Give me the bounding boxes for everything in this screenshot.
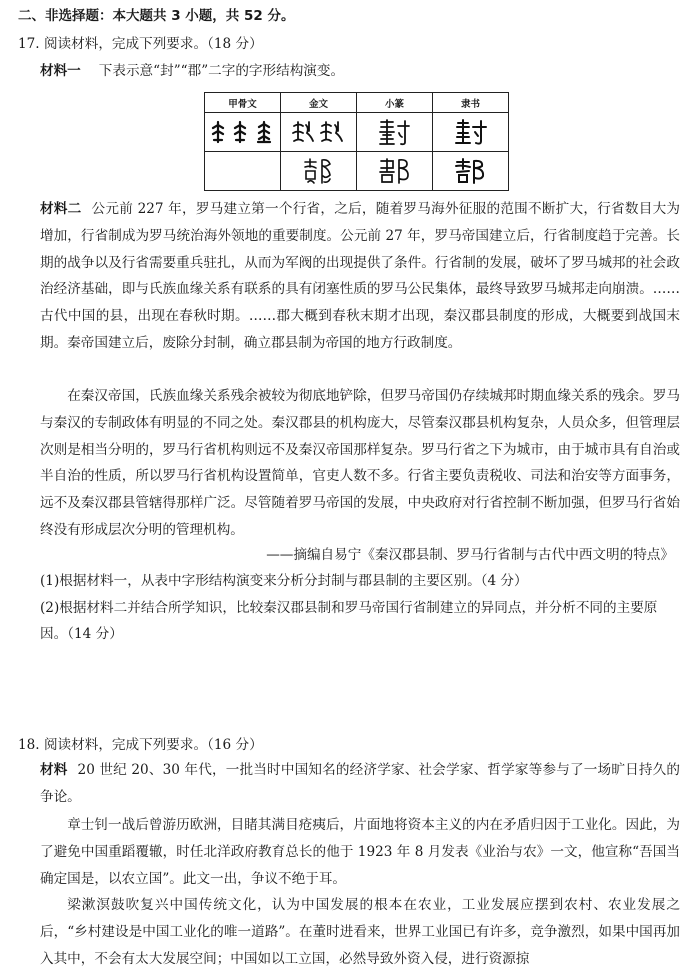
glyph-row-feng bbox=[205, 113, 509, 152]
q17-material1 bbox=[40, 61, 692, 81]
glyph-table-header-row bbox=[205, 93, 509, 113]
q18-material-p1 bbox=[40, 757, 680, 811]
material1-text: 下表示意“封”“郡”二字的字形结构演变。 bbox=[98, 63, 345, 79]
cell-bronze-jun bbox=[281, 152, 357, 191]
material1-label: 材料一 bbox=[40, 63, 81, 79]
material2-source: ——摘编自易宁《秦汉郡县制、罗马行省制与古代中西文明的特点》 bbox=[266, 547, 674, 563]
q18-material-p3: 梁漱溟鼓吹复兴中国传统文化，认为中国发展的根本在农业，工业发展应摆到农村、农业发展之后，“乡村建设是中国工业化的唯一道路”。在董时进看来，世界工业国已有许多，竞争激烈，如果中国再加入其中，不会有太大发展空间；中国如以工立国，必然导致外资入侵，进行资源掠 bbox=[40, 897, 680, 967]
q18-material-p1-text: 20 世纪 20、30 年代，一批当时中国知名的经济学家、社会学家、哲学家等参与了一场旷日持久的争论。 bbox=[40, 762, 680, 805]
material2-p1-text: 公元前 227 年，罗马建立第一个行省，之后，随着罗马海外征服的范围不断扩大，行省数目大为增加，行省制成为罗马统治海外领地的重要制度。公元前 27 年，罗马帝国建立后，行省制度趋于完善。长期的战争以及行省需要重兵驻扎，从而为军阀的出现提供了条件。行省制的发展，破坏了罗马城邦的社会政治经济基础，即与氏族血缘关系有联系的具有闭塞性质的罗马公民集体，最终导致罗马城邦走向崩溃。……古代中国的县，出现在春秋时期。……郡大概到春秋末期才出现，秦汉郡县制度的形成，大概要到战国末期。秦帝国建立后，废除分封制，确立郡县制为帝国的地方行政制度。 bbox=[40, 201, 681, 351]
cell-seal-feng bbox=[357, 113, 433, 152]
section-heading: 二、非选择题：本大题共 3 小题，共 52 分。 bbox=[18, 8, 295, 24]
glyph-row-jun bbox=[205, 152, 509, 191]
cell-seal-jun bbox=[357, 152, 433, 191]
material2-label: 材料二 bbox=[40, 201, 82, 217]
q17-title: 17. 阅读材料，完成下列要求。（18 分） bbox=[18, 36, 263, 52]
header-oracle-bone: 甲骨文 bbox=[205, 93, 281, 113]
glyph-evolution-table bbox=[204, 92, 509, 191]
q17-sub2 bbox=[40, 595, 680, 647]
header-bronze: 金文 bbox=[281, 93, 357, 113]
q18-material-label: 材料 bbox=[40, 762, 68, 778]
seal-feng-glyph-icon bbox=[378, 118, 412, 146]
q18-material-p2: 章士钊一战后曾游历欧洲，目睹其满目疮痍后，片面地将资本主义的内在矛盾归因于工业化。因此，为了避免中国重蹈覆辙，时任北洋政府教育总长的他于 1923 年 8 月发表《业治与农》一文，他宣称“吾国当确定国是，以农立国”。此文一出，争议不绝于耳。 bbox=[40, 817, 680, 887]
clerical-jun-glyph-icon bbox=[454, 157, 488, 185]
cell-oracle-feng bbox=[205, 113, 281, 152]
cell-bronze-feng bbox=[281, 113, 357, 152]
cell-clerical-jun bbox=[433, 152, 509, 191]
header-clerical: 隶书 bbox=[433, 93, 509, 113]
q17-material2-p1 bbox=[40, 196, 680, 357]
seal-jun-glyph-icon bbox=[378, 157, 412, 185]
bronze-feng-glyph-icon bbox=[291, 119, 347, 145]
sub2-text: (2)根据材料二并结合所学知识，比较秦汉郡县制和罗马帝国行省制建立的异同点，并分析不同的主要原因。（14 分） bbox=[40, 600, 658, 642]
header-small-seal: 小篆 bbox=[357, 93, 433, 113]
bronze-jun-glyph-icon bbox=[302, 157, 336, 185]
q18-title: 18. 阅读材料，完成下列要求。（16 分） bbox=[18, 737, 263, 753]
cell-clerical-feng bbox=[433, 113, 509, 152]
cell-oracle-jun-empty bbox=[205, 152, 281, 191]
q17-sub1 bbox=[40, 568, 680, 594]
oracle-feng-glyph-icon bbox=[210, 120, 276, 144]
sub1-text: (1)根据材料一，从表中字形结构演变来分析分封制与郡县制的主要区别。（4 分） bbox=[40, 573, 528, 589]
clerical-feng-glyph-icon bbox=[454, 118, 488, 146]
q17-material2-p2: 在秦汉帝国，氏族血缘关系残余被较为彻底地铲除，但罗马帝国仍存续城邦时期血缘关系的残余。罗马与秦汉的专制政体有明显的不同之处。秦汉郡县的机构庞大，尽管秦汉郡县机构复杂，人员众多，但管理层次则是相当分明的，罗马行省机构则远不及秦汉帝国那样复杂。罗马行省之下为城市，由于城市具有自治或半自治的性质，所以罗马行省机构设置简单，官吏人数不多。行省主要负责税收、司法和治安等方面事务，远不及秦汉郡县管辖得那样广泛。尽管随着罗马帝国的发展，中央政府对行省控制不断加强，但罗马行省始终没有形成层次分明的管理机构。 bbox=[40, 388, 680, 538]
